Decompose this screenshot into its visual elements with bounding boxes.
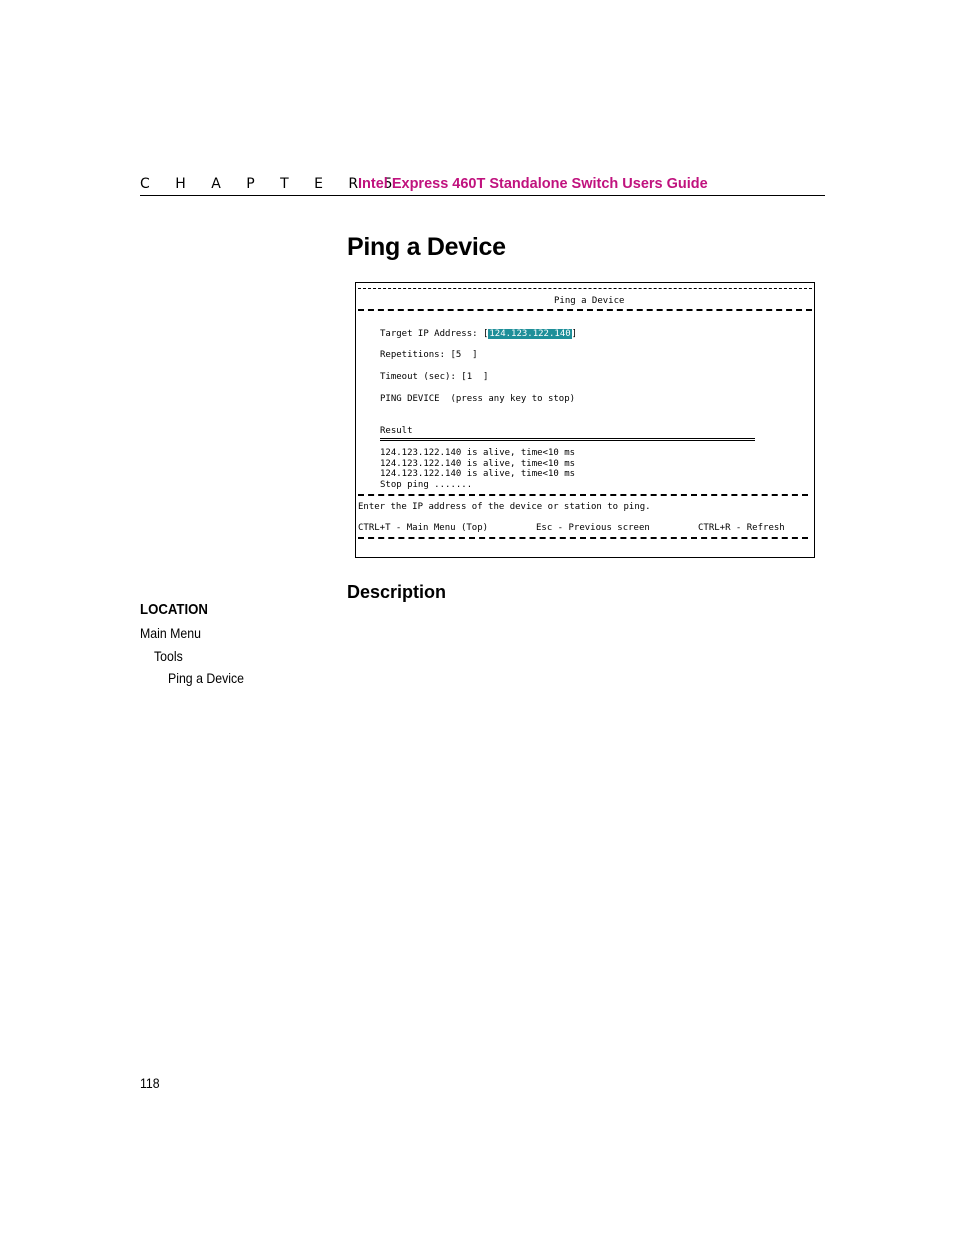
target-ip-field[interactable]: 124.123.122.140 <box>489 329 571 339</box>
target-ip-row <box>380 329 577 339</box>
terminal-help-top-rule <box>358 494 808 496</box>
target-ip-label: Target IP Address: [ <box>380 329 489 339</box>
terminal-screen <box>355 282 815 558</box>
location-path-item: Main Menu <box>140 625 201 641</box>
stop-ping-line: Stop ping ....... <box>380 480 473 490</box>
header-rule <box>140 195 825 196</box>
key-main-menu: CTRL+T - Main Menu (Top) <box>358 523 489 533</box>
location-path-item: Tools <box>154 648 183 664</box>
key-refresh: CTRL+R - Refresh <box>698 523 785 533</box>
description-heading: Description <box>347 582 447 602</box>
repetitions-field[interactable]: Repetitions: [5 ] <box>380 350 478 360</box>
result-line: 124.123.122.140 is alive, time<10 ms <box>380 459 576 469</box>
page-title: Ping a Device <box>347 233 506 261</box>
location-path-item: Ping a Device <box>168 670 245 686</box>
result-line: 124.123.122.140 is alive, time<10 ms <box>380 448 576 458</box>
terminal-bottom-rule <box>358 537 808 539</box>
guide-title: Intel Express 460T Standalone Switch Users Guide <box>358 176 708 192</box>
terminal-title-rule <box>358 309 812 311</box>
terminal-screen-title: Ping a Device <box>554 296 625 306</box>
result-label: Result <box>380 426 413 436</box>
timeout-field[interactable]: Timeout (sec): [1 ] <box>380 372 489 382</box>
result-line: 124.123.122.140 is alive, time<10 ms <box>380 469 576 479</box>
result-rule <box>380 438 755 441</box>
terminal-help-text: Enter the IP address of the device or station to ping. <box>358 502 651 512</box>
chapter-label: C H A P T E R 5 <box>140 176 404 192</box>
location-heading: LOCATION <box>140 601 208 618</box>
page-number: 118 <box>140 1075 160 1091</box>
key-previous-screen: Esc - Previous screen <box>536 523 650 533</box>
target-ip-close: ] <box>571 329 578 339</box>
ping-device-action[interactable]: PING DEVICE (press any key to stop) <box>380 394 576 404</box>
terminal-top-rule <box>358 288 812 289</box>
